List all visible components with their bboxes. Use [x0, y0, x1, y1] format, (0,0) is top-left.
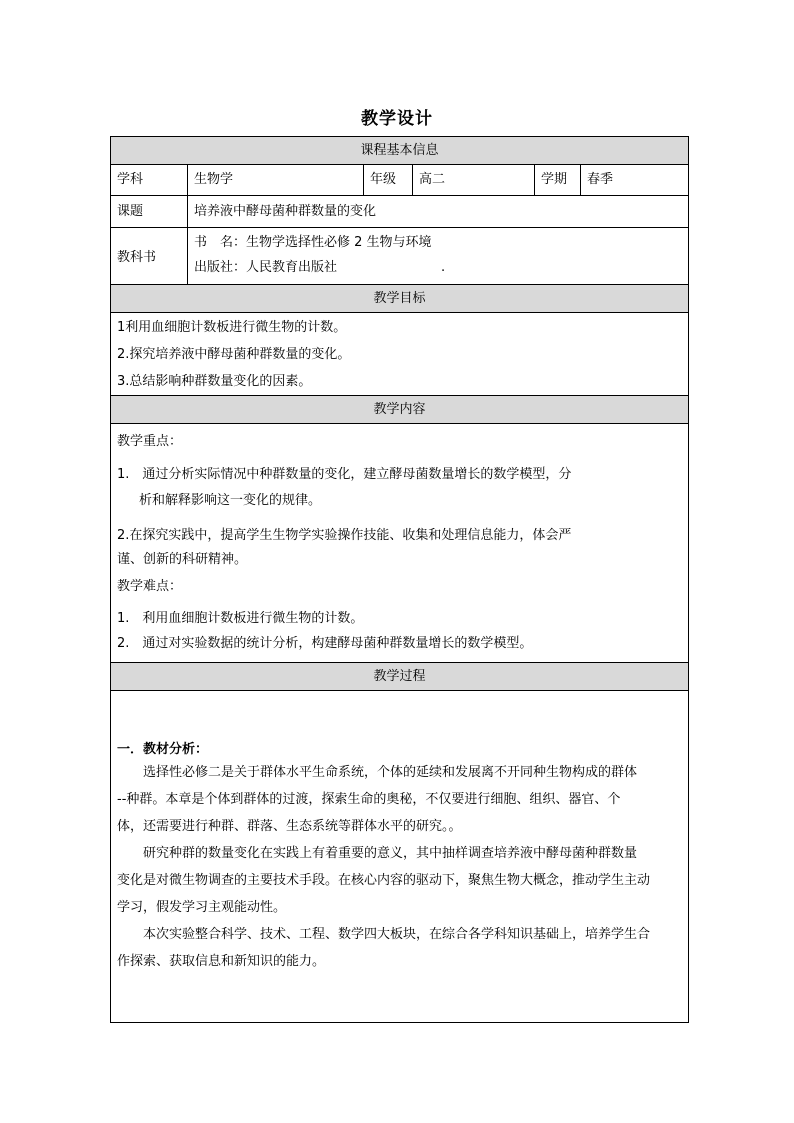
term-value: 春季: [581, 165, 689, 196]
process-p2-line3: 学习，假发学习主观能动性。: [117, 900, 287, 915]
difficulty-2: 2. 通过对实验数据的统计分析，构建酵母菌种群数量增长的数学模型。: [117, 635, 533, 651]
topic-label: 课题: [111, 196, 188, 228]
topic-value: 培养液中酵母菌种群数量的变化: [188, 196, 689, 228]
section-row-process: [111, 663, 689, 691]
publisher-line-wrap: [194, 257, 682, 283]
textbook-details: [188, 228, 689, 285]
section-row-content: [111, 396, 689, 424]
subject-label: 学科: [111, 165, 188, 196]
process-p1-line1: 选择性必修二是关于群体水平生命系统，个体的延续和发展离不开同种生物构成的群体: [143, 765, 638, 780]
info-row-textbook: [111, 228, 689, 285]
objective-item: 2.探究培养液中酵母菌种群数量的变化。: [117, 346, 351, 362]
process-p1-line2: --种群。本章是个体到群体的过渡，探索生命的奥秘，不仅要进行细胞、组织、器官、个: [117, 792, 621, 807]
objectives-cell: [111, 313, 689, 396]
process-p2-line1: 研究种群的数量变化在实践上有着重要的意义，其中抽样调查培养液中酵母菌种群数量: [143, 846, 638, 861]
info-row-topic: [111, 196, 689, 228]
document-title: 教学设计: [361, 109, 433, 129]
process-p3-line2: 作探索、获取信息和新知识的能力。: [117, 954, 326, 969]
section-header-basic-info: 课程基本信息: [111, 137, 689, 165]
section-header-process: 教学过程: [111, 663, 689, 691]
grade-value: 高二: [413, 165, 535, 196]
publisher-dot: .: [441, 259, 446, 275]
content-cell: [111, 424, 689, 663]
lesson-plan-table: [110, 136, 689, 1023]
key-points-label: 教学重点：: [117, 433, 183, 449]
process-cell: [111, 691, 689, 1023]
term-label: 学期: [535, 165, 581, 196]
content-row: [111, 424, 689, 663]
process-row: [111, 691, 689, 1023]
section-header-objectives: 教学目标: [111, 285, 689, 313]
key-point-2-line2: 谨、创新的科研精神。: [117, 551, 248, 567]
difficulties-label: 教学难点：: [117, 578, 183, 594]
process-p2-line2: 变化是对微生物调查的主要技术手段。在核心内容的驱动下，聚焦生物大概念，推动学生主动: [117, 873, 651, 888]
book-name-line: 书 名：生物学选择性必修 2 生物与环境: [194, 234, 432, 250]
key-point-1-line1: 1. 通过分析实际情况中种群数量的变化，建立酵母菌数量增长的数学模型，分: [117, 466, 572, 482]
process-p3-line1: 本次实验整合科学、技术、工程、数学四大板块，在综合各学科知识基础上，培养学生合: [143, 927, 651, 942]
textbook-label: 教科书: [111, 228, 188, 285]
objectives-row: [111, 313, 689, 396]
objective-item: 1利用血细胞计数板进行微生物的计数。: [117, 319, 347, 335]
section-header-content: 教学内容: [111, 396, 689, 424]
publisher-line: 出版社：人民教育出版社: [194, 259, 338, 275]
info-row-subject: [111, 165, 689, 196]
process-heading: 一．教材分析：: [117, 742, 209, 757]
key-point-2-line1: 2.在探究实践中，提高学生生物学实验操作技能、收集和处理信息能力，体会严: [117, 527, 572, 543]
section-row-basic-info: [111, 137, 689, 165]
process-p1-line3: 体，还需要进行种群、群落、生态系统等群体水平的研究。。: [117, 819, 462, 834]
key-point-1-line2: 析和解释影响这一变化的规律。: [139, 492, 322, 508]
section-row-objectives: [111, 285, 689, 313]
subject-value: 生物学: [188, 165, 364, 196]
grade-label: 年级: [364, 165, 413, 196]
difficulty-1: 1. 利用血细胞计数板进行微生物的计数。: [117, 610, 364, 626]
objective-item: 3.总结影响种群数量变化的因素。: [117, 373, 312, 389]
